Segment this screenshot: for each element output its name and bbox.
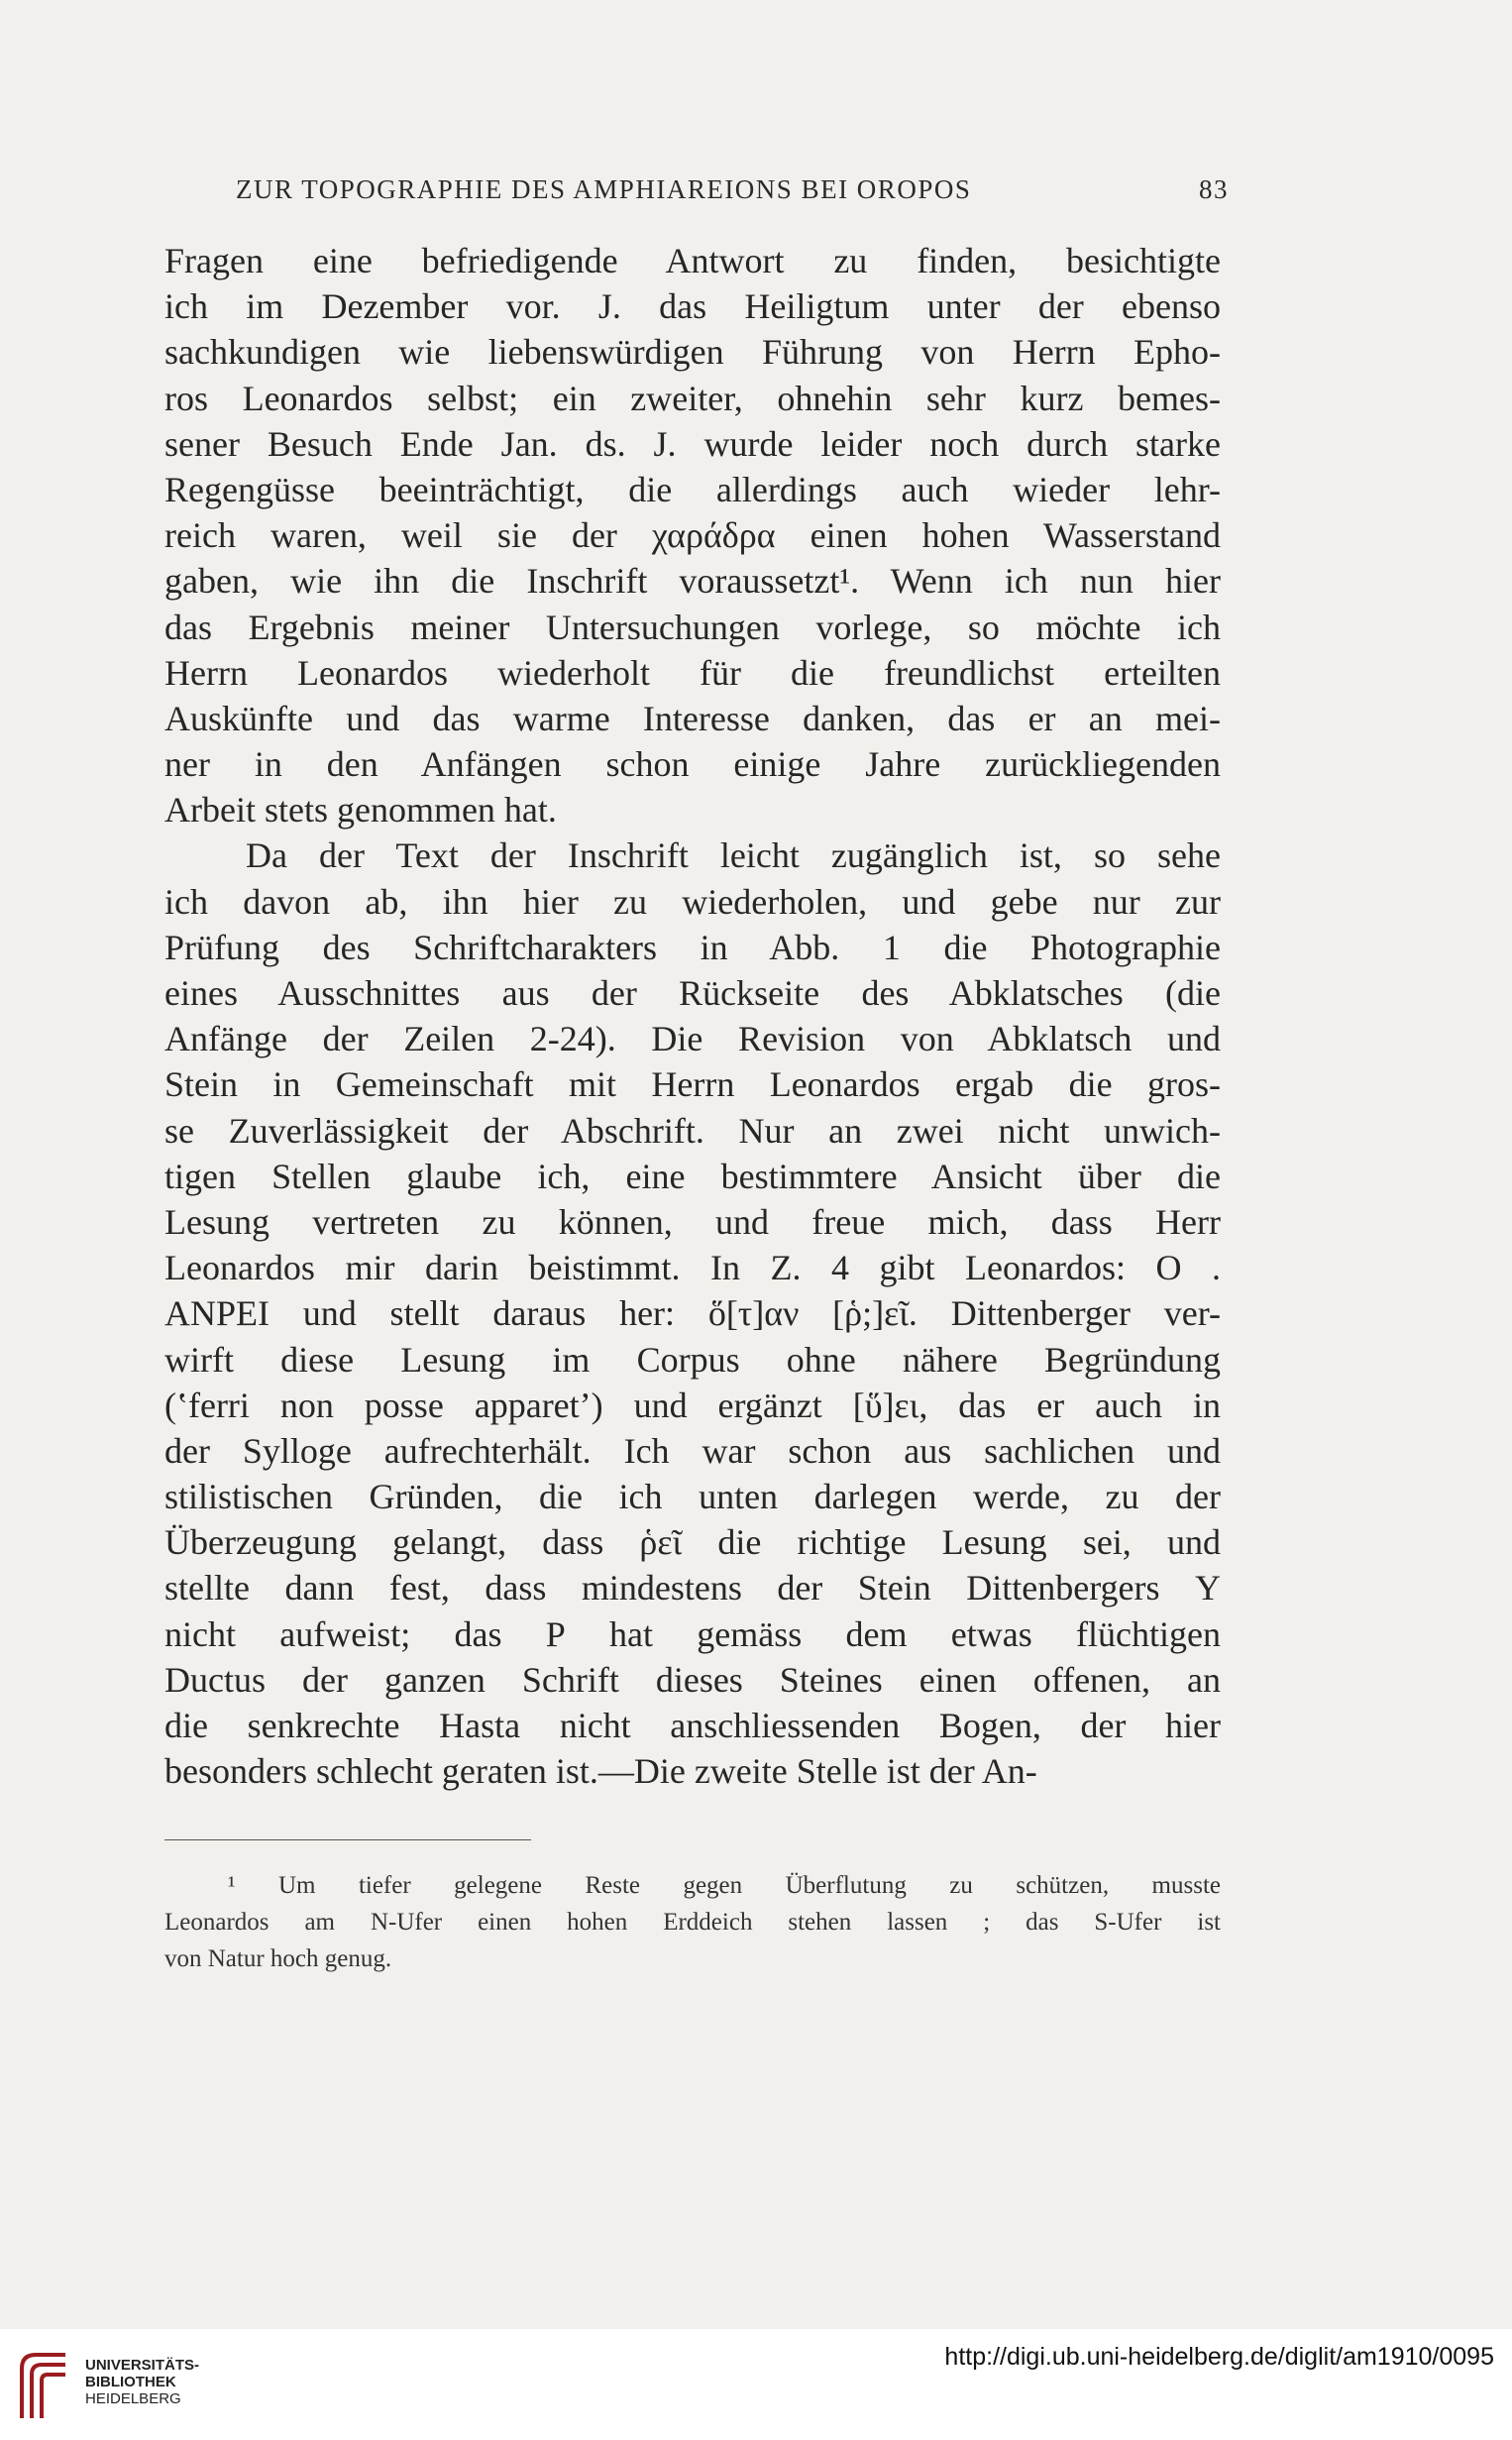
- text-line: Ductus der ganzen Schrift dieses Steines einen offenen, an: [164, 1659, 1221, 1700]
- text-line: nicht aufweist; das Ρ hat gemäss dem etwas flüchtigen: [164, 1613, 1221, 1654]
- text-line: Auskünfte und das warme Interesse danken, das er an mei-: [164, 698, 1221, 738]
- text-line: gaben, wie ihn die Inschrift voraussetzt¹. Wenn ich nun hier: [164, 561, 1221, 602]
- text-line: reich waren, weil sie der χαράδρα einen hohen Wasserstand: [164, 515, 1221, 556]
- text-line: ros Leonardos selbst; ein zweiter, ohnehin sehr kurz bemes-: [164, 378, 1221, 418]
- text-line: wirft diese Lesung im Corpus ohne nähere Begründung: [164, 1339, 1221, 1380]
- text-line: eines Ausschnittes aus der Rückseite des Abklatsches (die: [164, 973, 1221, 1013]
- library-logo-icon[interactable]: [14, 2349, 73, 2420]
- text-line: ich davon ab, ihn hier zu wiederholen, und gebe nur zur: [164, 881, 1221, 922]
- text-line: Stein in Gemeinschaft mit Herrn Leonardos ergab die gros-: [164, 1064, 1221, 1105]
- text-line: Da der Text der Inschrift leicht zugänglich ist, so sehe: [246, 835, 1221, 876]
- text-line: Herrn Leonardos wiederholt für die freundlichst erteilten: [164, 652, 1221, 693]
- footnote-rule: [164, 1839, 531, 1840]
- footnote-line: Leonardos am N-Ufer einen hohen Erddeich stehen lassen ; das S-Ufer ist: [164, 1909, 1221, 1936]
- library-name-line2: BIBLIOTHEK: [85, 2374, 176, 2390]
- footnote-line: von Natur hoch genug.: [164, 1945, 392, 1972]
- text-line: stilistischen Gründen, die ich unten darlegen werde, zu der: [164, 1477, 1221, 1517]
- text-line: se Zuverlässigkeit der Abschrift. Nur an zwei nicht unwich-: [164, 1110, 1221, 1151]
- page-number: 83: [1199, 174, 1229, 204]
- text-line: Prüfung des Schriftcharakters in Abb. 1 die Photographie: [164, 927, 1221, 967]
- body-text: [164, 238, 1221, 1794]
- library-name-line1: UNIVERSITÄTS-: [85, 2357, 200, 2374]
- text-line: Regengüsse beeinträchtigt, die allerdings auch wieder lehr-: [164, 469, 1221, 509]
- text-line: sachkundigen wie liebenswürdigen Führung von Herrn Epho-: [164, 332, 1221, 373]
- text-line: der Sylloge aufrechterhält. Ich war schon aus sachlichen und: [164, 1430, 1221, 1471]
- text-line: Arbeit stets genommen hat.: [164, 790, 557, 831]
- running-head-title: ZUR TOPOGRAPHIE DES AMPHIAREIONS BEI OROPOS: [236, 174, 972, 204]
- text-line: sener Besuch Ende Jan. ds. J. wurde leider noch durch starke: [164, 423, 1221, 464]
- text-line: Fragen eine befriedigende Antwort zu finden, besichtigte: [164, 241, 1221, 280]
- permalink-url[interactable]: http://digi.ub.uni-heidelberg.de/diglit/am1910/0095: [944, 2343, 1494, 2371]
- text-line: ner in den Anfängen schon einige Jahre zurückliegenden: [164, 744, 1221, 785]
- text-line: stellte dann fest, dass mindestens der Stein Dittenbergers Υ: [164, 1568, 1221, 1608]
- text-line: tigen Stellen glaube ich, eine bestimmtere Ansicht über die: [164, 1156, 1221, 1196]
- text-line: ich im Dezember vor. J. das Heiligtum unter der ebenso: [164, 286, 1221, 327]
- text-line: Lesung vertreten zu können, und freue mich, dass Herr: [164, 1201, 1221, 1242]
- text-line: ΑΝΡΕΙ und stellt daraus her: ὅ[τ]αν [ῥ;]εῖ. Dittenberger ver-: [164, 1293, 1221, 1334]
- running-head: [236, 174, 1229, 205]
- text-line: Überzeugung gelangt, dass ῥεῖ die richtige Lesung sei, und: [164, 1522, 1221, 1563]
- text-line: Leonardos mir darin beistimmt. In Z. 4 gibt Leonardos: O .: [164, 1248, 1221, 1288]
- footnote-line: ¹ Um tiefer gelegene Reste gegen Überflutung zu schützen, musste: [228, 1872, 1221, 1899]
- text-line: (ʽferri non posse apparetʼ) und ergänzt [ὕ]ει, das er auch in: [164, 1385, 1221, 1425]
- footnote: [164, 1867, 1221, 1977]
- text-line: besonders schlecht geraten ist.—Die zweite Stelle ist der An-: [164, 1751, 1037, 1792]
- library-name-line3: HEIDELBERG: [85, 2390, 181, 2407]
- text-line: das Ergebnis meiner Untersuchungen vorlege, so möchte ich: [164, 607, 1221, 647]
- library-name: [85, 2357, 199, 2407]
- text-line: Anfänge der Zeilen 2-24). Die Revision von Abklatsch und: [164, 1019, 1221, 1059]
- text-line: die senkrechte Hasta nicht anschliessenden Bogen, der hier: [164, 1706, 1221, 1745]
